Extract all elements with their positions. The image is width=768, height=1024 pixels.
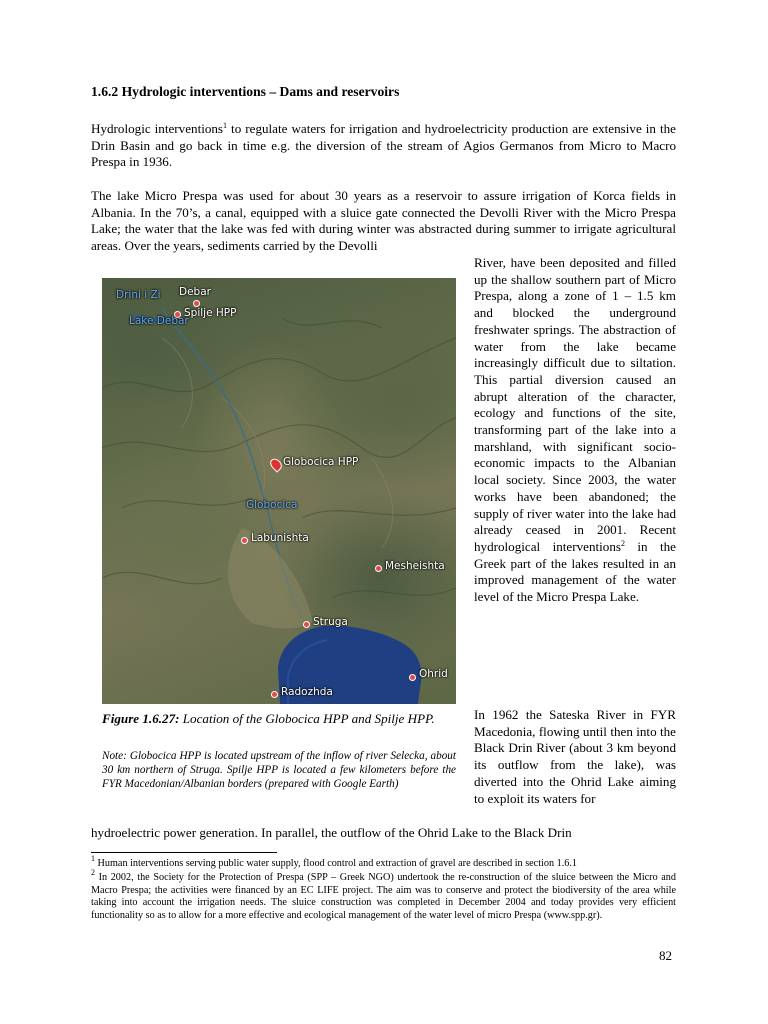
map-label-globocica: Globocica (246, 499, 298, 511)
map-label-mesheishta: Mesheishta (385, 560, 445, 572)
footnote-ref-2[interactable]: 2 (620, 538, 625, 548)
map-label-debar: Debar (179, 286, 211, 298)
footnote-1 (91, 854, 676, 871)
paragraph-micro-prespa: The lake Micro Prespa was used for about 30 years as a reservoir to assure irrigation of Korca fields in Albania. In the 70’s, a canal, equipped with a sluice gate connected the Devolli River with the Micro Prespa Lake; the water that the lake was fed with during winter was abstracted during summer to irrigate agricultural areas. Over the years, sediments carried by the Devolli (91, 188, 676, 254)
paragraph-text: in the Greek part of the lakes resulted in an improved management of the water level of the Micro Prespa Lake. (474, 538, 676, 605)
map-marker-mesheishta (375, 565, 382, 572)
satellite-map-image (102, 278, 456, 704)
map-terrain (102, 278, 456, 704)
footnote-text: In 2002, the Society for the Protection of Prespa (SPP – Greek NGO) undertook the re-construction of the sluice between the Micro and Macro Prespa; the activities were financed by an EC LIFE project. The aim was to conserve and protect the biodiversity of the area while taking into account the irrigation needs. The sluice construction was completed in December 2004 and today provides very efficient functionality so as to allow for a more effective and ecological management of the water level of micro Prespa (www.spp.gr). (91, 872, 676, 921)
map-label-struga: Struga (313, 616, 348, 628)
map-label-lake-debar: Lake Debar (129, 315, 189, 327)
page-number: 82 (659, 948, 673, 963)
paragraph-text: River, have been deposited and filled up the shallow southern part of Micro Prespa, along a zone of 1 – 1.5 km and blocked the underground freshwater springs. The abstraction of water from the lake became increasingly difficult due to siltation. This partial diversion caused an abrupt alteration of the character, ecology and functions of the site, transforming part of the lake into a marshland, with significant socio-economic impacts to the Albanian local society. Since 2003, the water works have been abandoned; the supply of river water into the lake had already ceased in 2001. Recent hydrological interventions (474, 255, 676, 554)
map-label-labunishta: Labunishta (251, 532, 309, 544)
footnote-number: 1 (91, 854, 95, 863)
figure-caption-text: Location of the Globocica HPP and Spilje HPP. (179, 711, 435, 726)
footnote-text: Human interventions serving public water supply, flood control and extraction of gravel are described in section 1.6.1 (95, 858, 577, 869)
map-marker-labunishta (241, 537, 248, 544)
figure-note: Note: Globocica HPP is located upstream of the inflow of river Selecka, about 30 km northern of Struga. Spilje HPP is located a few kilometers before the FYR Macedonian/Albanian borders (prepared with Google Earth) (102, 750, 456, 791)
paragraph-sateska: In 1962 the Sateska River in FYR Macedonia, flowing until then into the Black Drin River (about 3 km beyond its outflow from the lake), was diverted into the Ohrid Lake aiming to exploit its waters for (474, 707, 676, 806)
map-label-drini-i-zi: Drini i Zi (116, 289, 161, 301)
map-marker-struga (303, 621, 310, 628)
section-heading: 1.6.2 Hydrologic interventions – Dams and reservoirs (91, 84, 400, 99)
map-label-globocica-hpp: Globocica HPP (283, 456, 359, 468)
map-marker-ohrid (409, 674, 416, 681)
figure-caption (102, 711, 456, 728)
footnote-2 (91, 868, 676, 922)
map-marker-debar (193, 300, 200, 307)
paragraph-intro (91, 121, 676, 171)
footnote-divider (91, 852, 277, 853)
map-marker-radozhda (271, 691, 278, 698)
paragraph-sateska-continued: hydroelectric power generation. In parallel, the outflow of the Ohrid Lake to the Black Drin (91, 825, 572, 840)
map-label-ohrid: Ohrid (419, 668, 448, 680)
paragraph-text: to regulate waters for irrigation and hydroelectricity production are extensive in the Drin Basin and go back in time e.g. the diversion of the stream of Agios Germanos from Micro to Macro Prespa in 1936. (91, 121, 676, 170)
map-label-radozhda: Radozhda (281, 686, 333, 698)
paragraph-micro-prespa-continued (474, 255, 676, 606)
figure-label: Figure 1.6.27: (102, 711, 180, 726)
paragraph-text: Hydrologic interventions (91, 121, 224, 136)
footnote-number: 2 (91, 868, 95, 877)
footnote-ref-1[interactable]: 1 (223, 121, 228, 130)
map-label-spilje-hpp: Spilje HPP (184, 307, 237, 319)
